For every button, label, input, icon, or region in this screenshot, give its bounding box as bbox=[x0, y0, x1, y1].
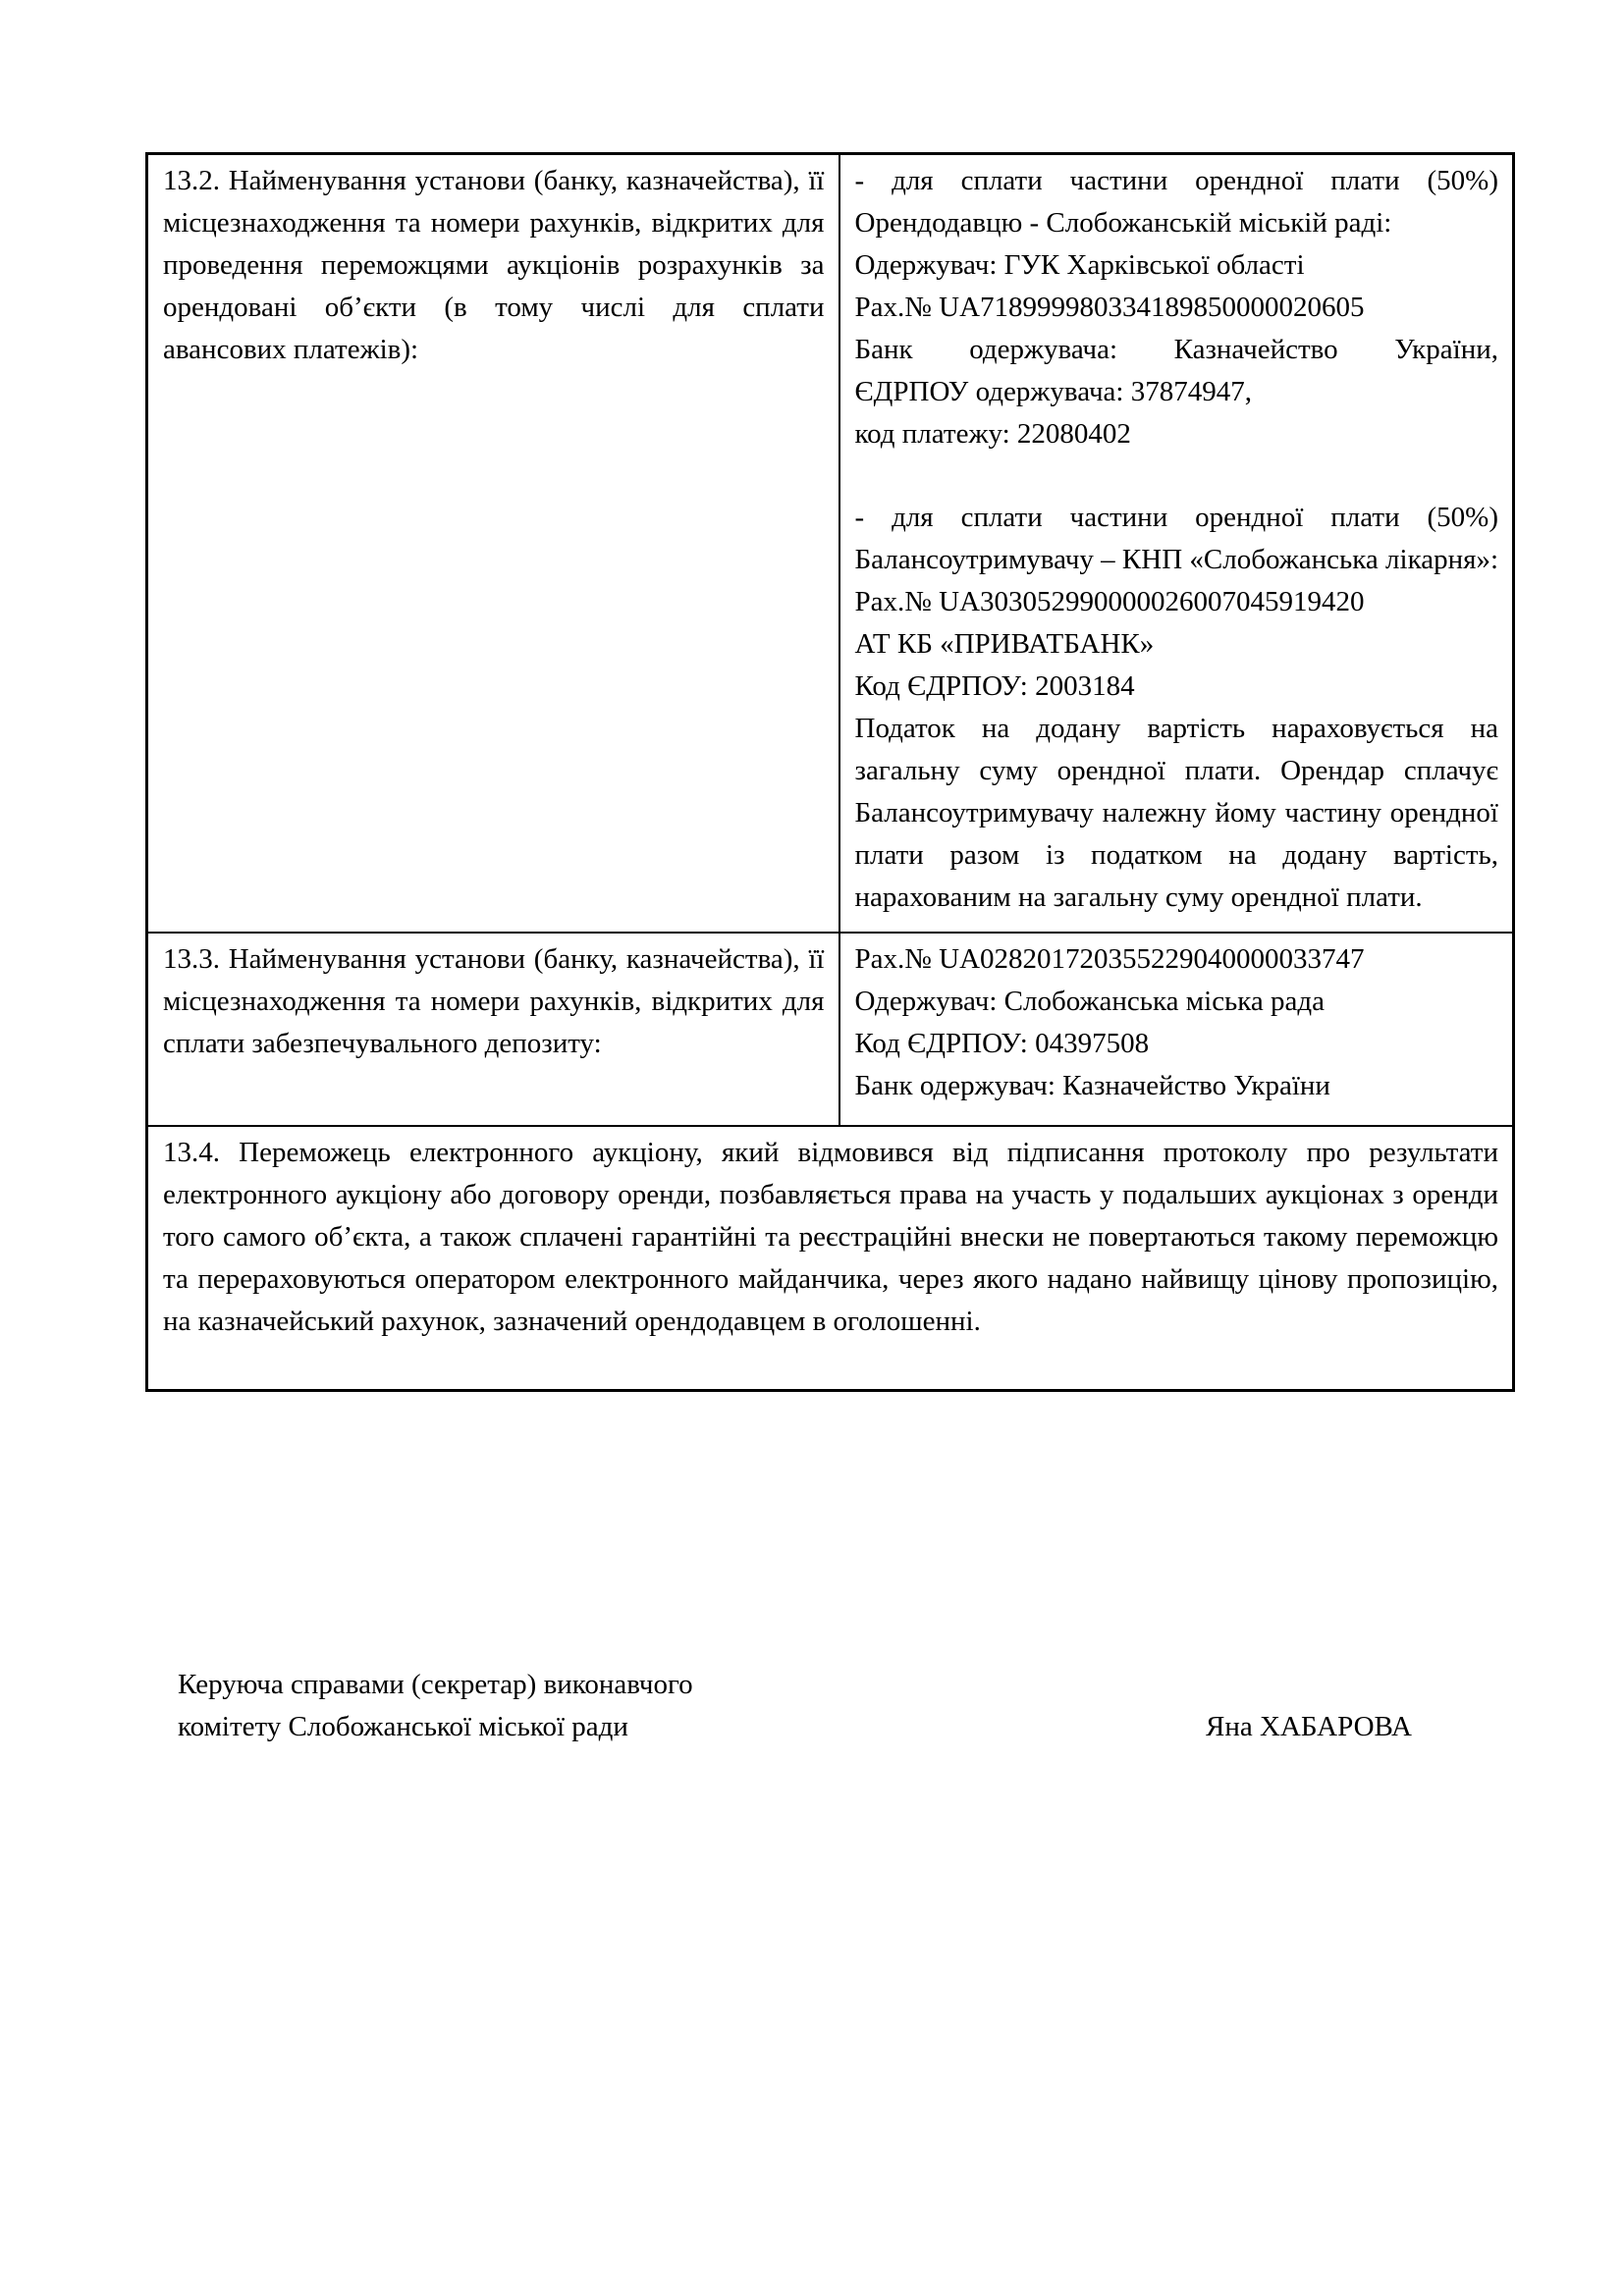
text-line: код платежу: 22080402 bbox=[854, 418, 1131, 450]
text-line: Одержувач: Слобожанська міська рада bbox=[854, 985, 1326, 1017]
table-row-13-2 bbox=[147, 154, 1514, 933]
cell-13-2-label bbox=[147, 154, 839, 933]
text-line: Рах.№ UA028201720355229040000033747 bbox=[854, 942, 1365, 975]
text-line: АТ КБ «ПРИВАТБАНК» bbox=[854, 628, 1155, 660]
text-line: 13.2. Найменування установи (банку, казначейства), її місцезнаходження та номери рахунків, відкритих для проведення переможцями аукціонів розрахунків за орендовані об’єкти (в тому числі для сплати авансових платежів): bbox=[163, 165, 825, 365]
cell-13-2-value bbox=[839, 154, 1514, 933]
cell-13-3-value bbox=[839, 933, 1514, 1126]
text-line: Рах.№ UA303052990000026007045919420 bbox=[854, 586, 1365, 617]
text-line: Код ЄДРПОУ: 04397508 bbox=[854, 1027, 1150, 1059]
text-line: ЄДРПОУ одержувача: 37874947, bbox=[854, 376, 1252, 407]
signatory-position bbox=[178, 1664, 924, 1748]
text-line: 13.3. Найменування установи (банку, казначейства), її місцезнаходження та номери рахунків, відкритих для сплати забезпечувального депозиту: bbox=[163, 942, 825, 1059]
text-line: Рах.№ UA718999980334189850000020605 bbox=[854, 292, 1365, 323]
signatory-position-line1: Керуюча справами (секретар) виконавчого bbox=[178, 1669, 693, 1700]
text-line: Податок на додану вартість нараховується на загальну суму орендної плати. Орендар сплачує Балансоутримувачу належну йому частину орендної плати разом із податком на додану вартість, нарахованим на загальну суму орендної плати. bbox=[854, 713, 1498, 913]
text-line: Одержувач: ГУК Харківської області bbox=[854, 249, 1305, 281]
cell-13-3-label bbox=[147, 933, 839, 1126]
text-line: Банк одержувача: Казначейство України, bbox=[854, 334, 1498, 365]
signatory-name: Яна ХАБАРОВА bbox=[1206, 1711, 1412, 1742]
table-row-13-3 bbox=[147, 933, 1514, 1126]
text-line: 13.4. Переможець електронного аукціону, який відмовився від підписання протоколу про результати електронного аукціону або договору оренди, позбавляється права на участь у подальших аукціонах з оренди того самого об’єкта, а також сплачені гарантійні та реєстраційні внески не повертаються такому переможцю та перераховуються оператором електронного майданчика, через якого надано найвищу цінову пропозицію, на казначейський рахунок, зазначений орендодавцем в оголошенні. bbox=[163, 1136, 1498, 1337]
signatory-position-line2: комітету Слобожанської міської ради bbox=[178, 1711, 628, 1742]
requisites-table bbox=[145, 152, 1515, 1392]
cell-13-4-full bbox=[147, 1126, 1514, 1391]
text-line: - для сплати частини орендної плати (50%) Орендодавцю - Слобожанській міській раді: bbox=[854, 165, 1498, 239]
table-row-13-4 bbox=[147, 1126, 1514, 1391]
text-line: Код ЄДРПОУ: 2003184 bbox=[854, 670, 1135, 702]
text-line: Банк одержувач: Казначейство України bbox=[854, 1069, 1330, 1101]
text-line: - для сплати частини орендної плати (50%) Балансоутримувачу – КНП «Слобожанська лікарня»: bbox=[854, 502, 1499, 575]
